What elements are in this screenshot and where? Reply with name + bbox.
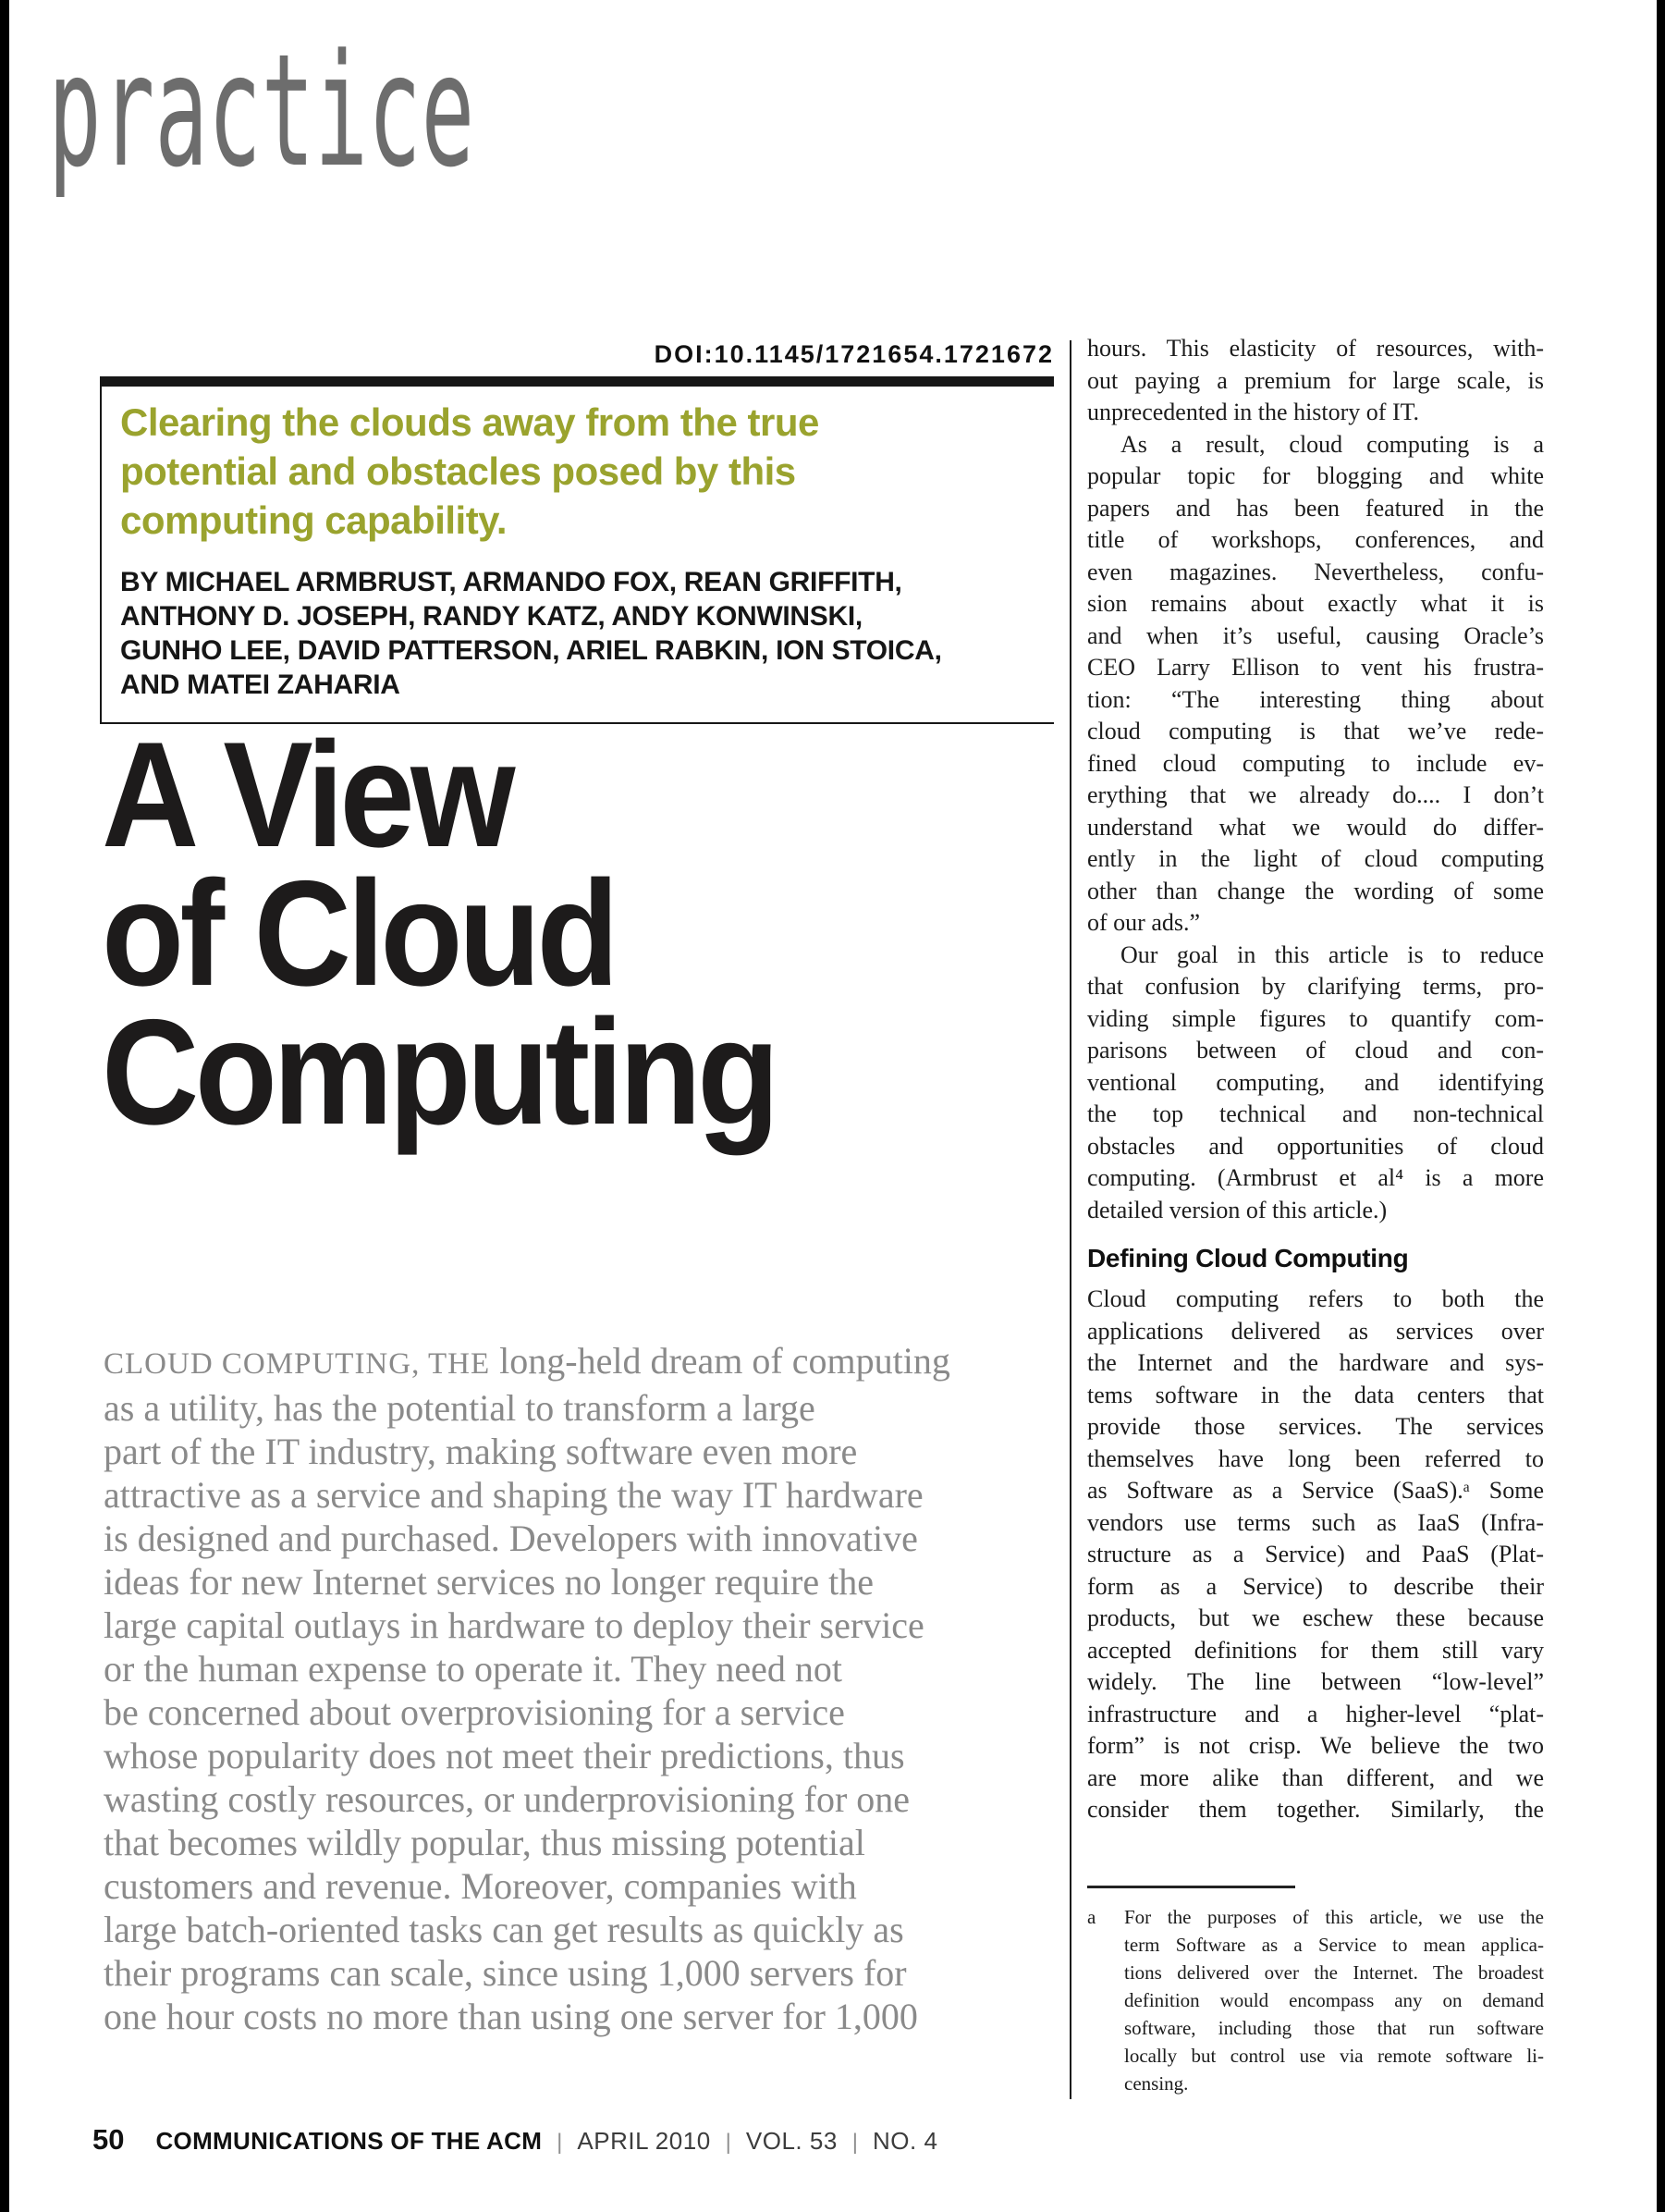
text-line: consider them together. Similarly, the <box>1087 1796 1544 1823</box>
text-line: detailed version of this article.) <box>1087 1196 1388 1223</box>
footnote-line: tions delivered over the Internet. The broadest <box>1124 1960 1544 1984</box>
text-line: ently in the light of cloud computing <box>1087 845 1544 872</box>
issue-date: APRIL 2010 <box>577 2127 711 2155</box>
text-line: that confusion by clarifying terms, pro- <box>1087 973 1544 1000</box>
deck-byline-box <box>100 387 1054 724</box>
footnote-line: term Software as a Service to mean applica- <box>1124 1933 1544 1956</box>
footer-separator: | <box>725 2130 731 2155</box>
byline-line: GUNHO LEE, DAVID PATTERSON, ARIEL RABKIN, ION STOICA, <box>120 635 942 666</box>
footnote-lines <box>1124 1903 1544 2097</box>
text-line: widely. The line between “low-level” <box>1087 1668 1544 1695</box>
section-label: practice <box>48 20 475 202</box>
right-column-paragraphs-after-heading <box>1087 1284 1544 1826</box>
text-line: infrastructure and a higher-level “plat- <box>1087 1700 1544 1727</box>
deck-line: computing capability. <box>120 498 508 542</box>
text-line: parisons between of cloud and con- <box>1087 1037 1544 1063</box>
footnote-line: definition would encompass any on demand <box>1124 1988 1544 2011</box>
text-line: other than change the wording of some <box>1087 877 1544 904</box>
deck <box>120 398 1054 545</box>
text-line: vendors use terms such as IaaS (Infra- <box>1087 1508 1544 1536</box>
lead-line: wasting costly resources, or underprovisioning for one <box>104 1778 911 1820</box>
lead-line: whose popularity does not meet their predictions, thus <box>104 1735 905 1776</box>
footer-separator: | <box>557 2130 563 2155</box>
right-column <box>1087 333 1544 2097</box>
lead-first-line <box>104 1339 1071 1386</box>
footnote-body <box>1087 1903 1544 2097</box>
article-title <box>102 711 776 1156</box>
lead-line: ideas for new Internet services no longer require the <box>104 1561 874 1603</box>
byline-line: ANTHONY D. JOSEPH, RANDY KATZ, ANDY KONWINSKI, <box>120 601 863 632</box>
text-line: products, but we eschew these because <box>1087 1604 1544 1631</box>
text-line: as Software as a Service (SaaS).ᵃ Some <box>1087 1477 1544 1504</box>
lead-lines <box>104 1386 1071 2038</box>
page-bleed-left <box>0 0 9 2212</box>
text-line: themselves have long been referred to <box>1087 1444 1544 1472</box>
lead-line: part of the IT industry, making software even more <box>104 1431 858 1472</box>
text-line: applications delivered as services over <box>1087 1317 1544 1345</box>
deck-line: potential and obstacles posed by this <box>120 449 796 493</box>
text-line: Cloud computing refers to both the <box>1087 1285 1544 1312</box>
text-line: tems software in the data centers that <box>1087 1381 1544 1408</box>
text-line: viding simple figures to quantify com- <box>1087 1004 1544 1032</box>
page-bleed-right <box>1657 0 1665 2212</box>
lead-paragraph <box>104 1339 1071 2038</box>
text-line: even magazines. Nevertheless, confu- <box>1087 558 1544 585</box>
page-number: 50 <box>92 2123 125 2156</box>
lead-line: one hour costs no more than using one server for 1,000 <box>104 1996 918 2037</box>
lead-line: or the human expense to operate it. They need not <box>104 1648 843 1690</box>
article-title-line: of Cloud <box>102 850 616 1017</box>
footer-separator: | <box>851 2130 859 2155</box>
text-line: and when it’s useful, causing Oracle’s <box>1087 621 1544 649</box>
footnote-line: locally but control use via remote software li- <box>1124 2044 1544 2067</box>
issue-number: NO. 4 <box>873 2127 938 2155</box>
text-line: tion: “The interesting thing about <box>1087 685 1544 713</box>
footnote-rule <box>1087 1886 1295 1888</box>
right-column-paragraphs <box>1087 333 1544 1226</box>
doi-line: DOI:10.1145/1721654.1721672 <box>654 340 1054 368</box>
byline-line: BY MICHAEL ARMBRUST, ARMANDO FOX, REAN GRIFFITH, <box>120 567 902 597</box>
lead-small-caps: CLOUD COMPUTING, THE <box>104 1347 491 1381</box>
text-line: the Internet and the hardware and sys- <box>1087 1349 1544 1376</box>
volume: VOL. 53 <box>745 2127 838 2155</box>
page-footer <box>92 2123 937 2157</box>
text-line: papers and has been featured in the <box>1087 494 1544 522</box>
text-line: hours. This elasticity of resources, with- <box>1087 335 1544 362</box>
lead-line: that becomes wildly popular, thus missing potential <box>104 1822 865 1863</box>
footnote <box>1087 1886 1544 2097</box>
text-line: cloud computing is that we’ve rede- <box>1087 718 1544 744</box>
footnote-line: censing. <box>1124 2071 1189 2095</box>
lead-line: attractive as a service and shaping the way IT hardware <box>104 1474 924 1516</box>
article-title-line: A View <box>102 711 512 879</box>
text-line: title of workshops, conferences, and <box>1087 526 1544 553</box>
text-line: computing. (Armbrust et al⁴ is a more <box>1087 1164 1544 1191</box>
text-line: ventional computing, and identifying <box>1087 1068 1544 1096</box>
publication-name: COMMUNICATIONS OF THE ACM <box>155 2127 543 2155</box>
lead-line: be concerned about overprovisioning for a service <box>104 1691 845 1733</box>
byline <box>120 565 1054 702</box>
top-rule-bar <box>100 376 1054 387</box>
footnote-line: For the purposes of this article, we use the <box>1124 1905 1544 1928</box>
text-line: obstacles and opportunities of cloud <box>1087 1132 1544 1160</box>
lead-first-line-rest: long-held dream of computing <box>490 1340 950 1382</box>
lead-line: is designed and purchased. Developers with innovative <box>104 1518 918 1559</box>
text-line: the top technical and non-technical <box>1087 1100 1544 1127</box>
text-line: sion remains about exactly what it is <box>1087 590 1544 617</box>
footnote-line: software, including those that run software <box>1124 2016 1544 2039</box>
lead-line: their programs can scale, since using 1,000 servers for <box>104 1952 907 1994</box>
footnote-marker: a <box>1087 1905 1096 1928</box>
text-line: fined cloud computing to include ev- <box>1087 749 1544 777</box>
byline-line: AND MATEI ZAHARIA <box>120 670 400 700</box>
text-line: unprecedented in the history of IT. <box>1087 399 1420 425</box>
text-line: structure as a Service) and PaaS (Plat- <box>1087 1541 1544 1567</box>
text-line: accepted definitions for them still vary <box>1087 1636 1544 1664</box>
article-title-line: Computing <box>102 989 776 1156</box>
text-line: CEO Larry Ellison to vent his frustra- <box>1087 654 1544 681</box>
column-divider-rule <box>1070 340 1071 2099</box>
deck-line: Clearing the clouds away from the true <box>120 400 819 444</box>
text-line: provide those services. The services <box>1087 1413 1544 1440</box>
text-line: are more alike than different, and we <box>1087 1763 1544 1791</box>
lead-line: large batch-oriented tasks can get results as quickly as <box>104 1909 904 1950</box>
text-line: popular topic for blogging and white <box>1087 462 1544 489</box>
text-line: out paying a premium for large scale, is <box>1087 366 1544 394</box>
text-line: form” is not crisp. We believe the two <box>1087 1732 1544 1759</box>
lead-line: large capital outlays in hardware to deploy their service <box>104 1604 924 1646</box>
text-line: form as a Service) to describe their <box>1087 1572 1544 1600</box>
text-line: erything that we already do.... I don’t <box>1087 781 1544 808</box>
text-line: Our goal in this article is to reduce <box>1120 940 1544 968</box>
text-line: understand what we would do differ- <box>1087 813 1544 841</box>
lead-line: as a utility, has the potential to transform a large <box>104 1387 815 1429</box>
text-line: As a result, cloud computing is a <box>1120 430 1544 458</box>
lead-line: customers and revenue. Moreover, companies with <box>104 1865 857 1907</box>
section-heading: Defining Cloud Computing <box>1087 1244 1409 1272</box>
text-line: of our ads.” <box>1087 909 1201 936</box>
